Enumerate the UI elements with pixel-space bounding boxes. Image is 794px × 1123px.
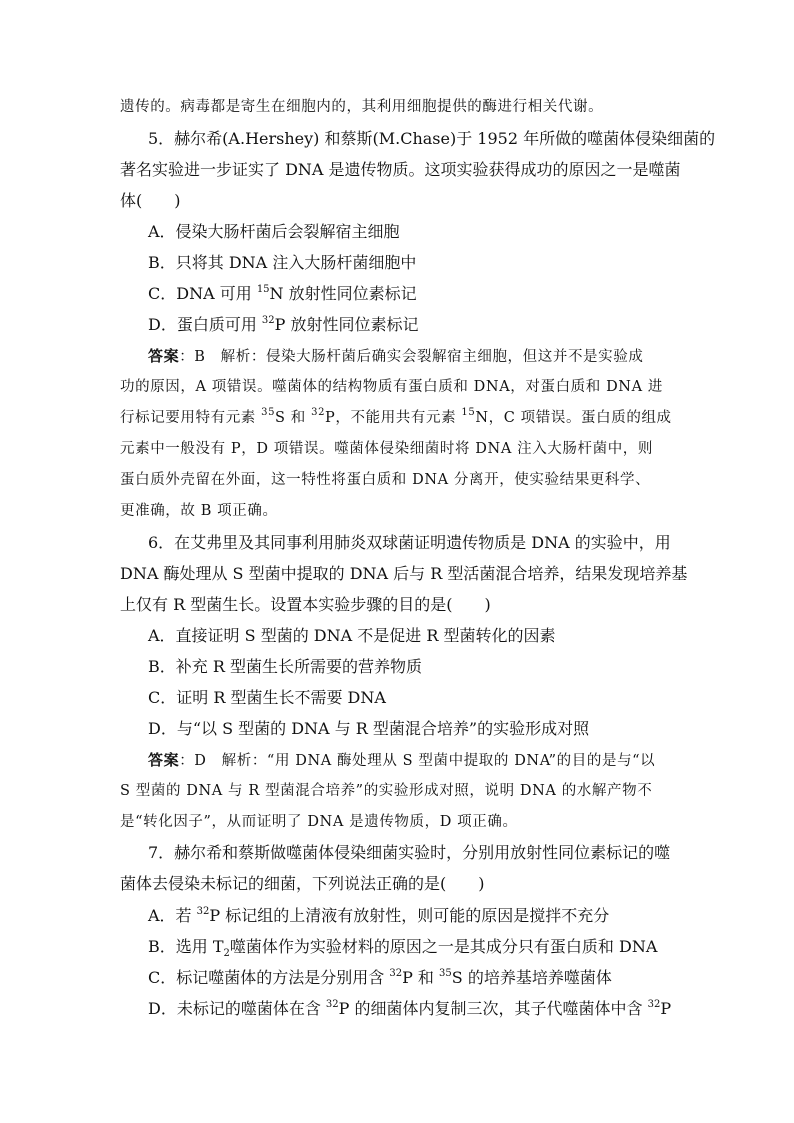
- q5-answer-line-1: 答案：B 解析：侵染大肠杆菌后确实会裂解宿主细胞，但这并不是实验成: [148, 347, 644, 365]
- answer-label: 答案: [148, 751, 180, 769]
- q6-option-d: D．与“以 S 型菌的 DNA 与 R 型菌混合培养”的实验形成对照: [148, 719, 590, 738]
- q5-stem-line-3: 体( ): [120, 191, 181, 210]
- q7-option-d: D．未标记的噬菌体在含 $^{32}$P 的细菌体内复制三次，其子代噬菌体中含 $^{32}$P: [148, 998, 672, 1018]
- q5-option-d: D．蛋白质可用 $^{32}$P 放射性同位素标记: [148, 314, 419, 334]
- q6-answer-line-2: S 型菌的 DNA 与 R 型菌混合培养”的实验形成对照，说明 DNA 的水解产物不: [120, 783, 653, 799]
- q5-answer-line-2: 功的原因，A 项错误。噬菌体的结构物质有蛋白质和 DNA，对蛋白质和 DNA 进: [120, 379, 663, 395]
- q5-answer-line-6: 更准确，故 B 项正确。: [120, 503, 278, 519]
- q6-answer-line-3: 是“转化因子”，从而证明了 DNA 是遗传物质，D 项正确。: [120, 814, 518, 830]
- q5-option-c: C．DNA 可用 $^{15}$N 放射性同位素标记: [148, 283, 417, 303]
- q5-option-a: A．侵染大肠杆菌后会裂解宿主细胞: [148, 222, 400, 241]
- q5-stem-line-1: 5．赫尔希(A.Hershey) 和蔡斯(M.Chase)于 1952 年所做的噬菌体侵染细菌的: [148, 129, 716, 148]
- q6-option-b: B．补充 R 型菌生长所需要的营养物质: [148, 657, 422, 676]
- q5-answer-line-4: 元素中一般没有 P，D 项错误。噬菌体侵染细菌时将 DNA 注入大肠杆菌中，则: [120, 441, 653, 457]
- q5-answer-line-3: 行标记要用特有元素 $^{35}$S 和 $^{32}$P，不能用共有元素 $^{15}$N，C 项错误。蛋白质的组成: [120, 407, 672, 426]
- q7-option-c: C．标记噬菌体的方法是分别用含 $^{32}$P 和 $^{35}$S 的培养基培养噬菌体: [148, 967, 612, 987]
- answer-label: 答案: [148, 347, 180, 365]
- q6-option-c: C．证明 R 型菌生长不需要 DNA: [148, 688, 386, 707]
- q6-answer-line-1: 答案：D 解析：“用 DNA 酶处理从 S 型菌中提取的 DNA”的目的是与“以: [148, 751, 656, 769]
- q5-answer-line-5: 蛋白质外壳留在外面，这一特性将蛋白质和 DNA 分离开，使实验结果更科学、: [120, 472, 651, 488]
- continuation-text: 遗传的。病毒都是寄生在细胞内的，其利用细胞提供的酶进行相关代谢。: [120, 99, 604, 115]
- q7-option-a: A．若 $^{32}$P 标记组的上清液有放射性，则可能的原因是搅拌不充分: [148, 905, 610, 925]
- q7-stem-line-2: 菌体去侵染未标记的细菌，下列说法正确的是( ): [120, 874, 485, 893]
- q7-stem-line-1: 7．赫尔希和蔡斯做噬菌体侵染细菌实验时，分别用放射性同位素标记的噬: [148, 843, 671, 862]
- q5-option-b: B．只将其 DNA 注入大肠杆菌细胞中: [148, 253, 417, 272]
- q6-stem-line-1: 6．在艾弗里及其同事利用肺炎双球菌证明遗传物质是 DNA 的实验中，用: [148, 533, 671, 552]
- q6-stem-line-3: 上仅有 R 型菌生长。设置本实验步骤的目的是( ): [120, 595, 491, 614]
- q6-option-a: A．直接证明 S 型菌的 DNA 不是促进 R 型菌转化的因素: [148, 626, 556, 645]
- q6-stem-line-2: DNA 酶处理从 S 型菌中提取的 DNA 后与 R 型活菌混合培养，结果发现培养基: [120, 564, 688, 583]
- q5-stem-line-2: 著名实验进一步证实了 DNA 是遗传物质。这项实验获得成功的原因之一是噬菌: [120, 160, 681, 179]
- q7-option-b: B．选用 $T_2$噬菌体作为实验材料的原因之一是其成分只有蛋白质和 DNA: [148, 937, 658, 960]
